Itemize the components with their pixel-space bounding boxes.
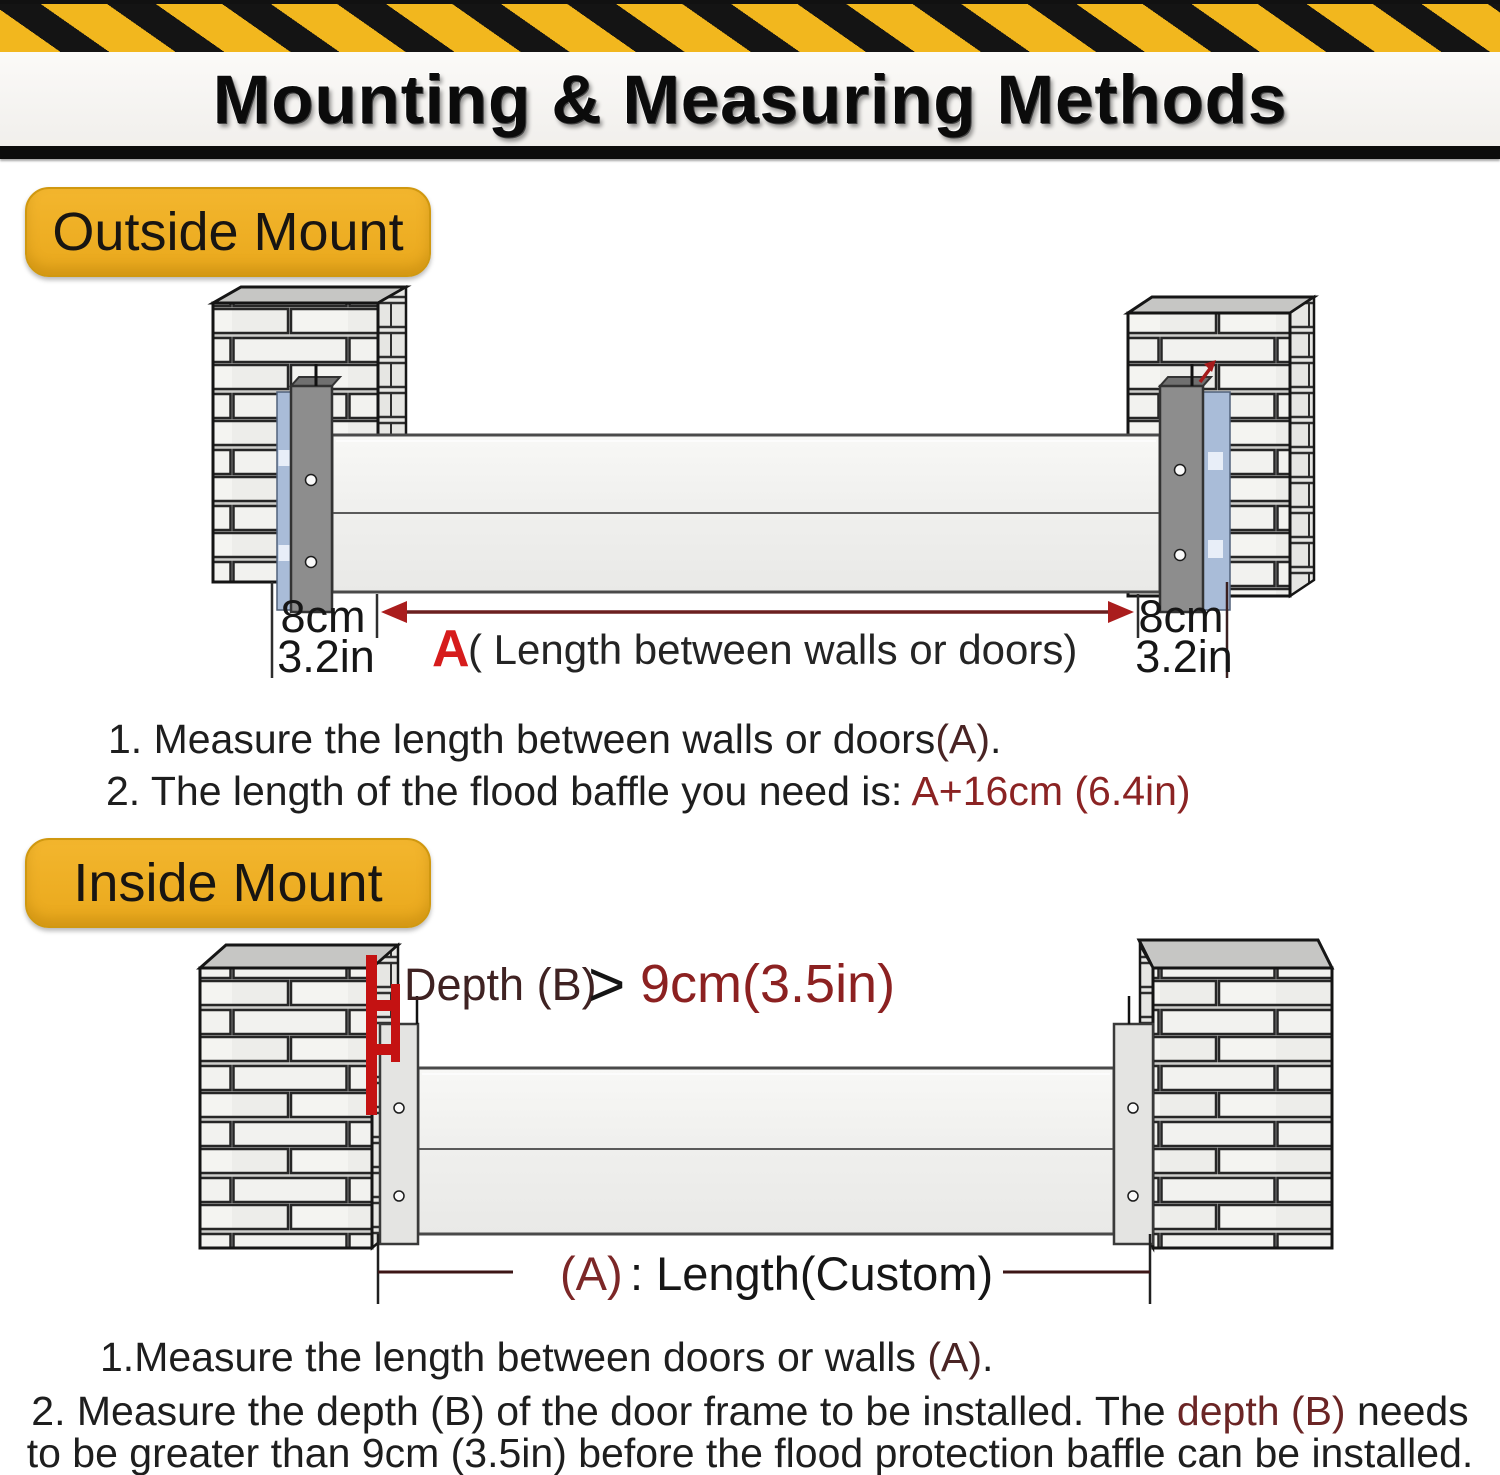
step-text: needs [1345,1388,1469,1434]
inside-right-channel [1114,996,1153,1244]
seal-strip-blue [1203,392,1230,610]
outside-left-channel [277,364,340,612]
screw-hole [306,557,317,568]
left-3-2in-label: 3.2in [277,631,375,682]
seal-highlight [1208,452,1223,470]
inside-step-1 [100,1334,993,1381]
pillar-front-face [1153,968,1332,1248]
bracket-rung [366,1000,400,1011]
inside-mount-diagram [0,920,1500,1320]
channel-bar [1114,1024,1153,1244]
depth-value: 9cm(3.5in) [640,954,896,1014]
screw-hole [1128,1191,1138,1201]
step-highlight: (A) [927,1334,982,1380]
pillar-side-face [1290,297,1314,596]
screw-hole [1175,465,1186,476]
left-8cm-label: 8cm [280,591,366,642]
seal-strip-blue [277,392,291,610]
seal-highlight [279,545,290,561]
step-text: . [989,716,1002,762]
right-3-2in-label: 3.2in [1135,631,1233,682]
seal-highlight [279,450,290,466]
page-title: Mounting & Measuring Methods [212,60,1288,138]
inside-flood-barrier [418,1068,1114,1234]
step-text: 1. Measure the length between walls or doors [108,716,936,762]
inside-step-2 [0,1390,1500,1474]
inside-step-2-line-2 [0,1432,1500,1474]
inside-mount-label [25,838,431,928]
step-highlight: A+16cm (6.4in) [911,768,1191,814]
barrier-planks [418,1068,1114,1234]
screw-hole [306,475,317,486]
channel-bar-gray [1160,386,1203,612]
outside-step-1 [108,716,1001,763]
channel-bar-gray [291,386,332,612]
outside-right-channel [1160,360,1230,612]
step-text: . [981,1334,994,1380]
step-text: 1.Measure the length between doors or walls [100,1334,928,1380]
bracket-rung [366,1044,400,1055]
outside-mount-label-text: Outside Mount [52,202,404,262]
screw-hole [1128,1103,1138,1113]
right-8cm-label: 8cm [1138,591,1224,642]
pillar-cap [1128,297,1314,313]
step-highlight: depth (B) [1176,1388,1346,1434]
screw-hole [1175,550,1186,561]
outside-mount-diagram [0,280,1500,710]
arrowhead-left [381,601,407,623]
outside-mount-label [25,187,431,277]
arrowhead-right [1108,601,1134,623]
bracket-vertical [366,955,377,1115]
length-caption: : Length(Custom) [630,1247,994,1300]
outside-flood-barrier [332,435,1160,592]
dimension-letter-a: A [432,620,470,678]
title-band [0,52,1500,146]
screw-hole [394,1103,404,1113]
step-text: to be greater than 9cm (3.5in) before the flood protection baffle can be installed. [26,1430,1474,1475]
pillar-front-face [200,968,372,1248]
step-highlight: (A) [935,716,990,762]
step-text: 2. The length of the flood baffle you need is: [106,768,912,814]
length-letter-a: (A) [560,1247,623,1300]
dimension-caption: ( Length between walls or doors) [468,626,1078,673]
screw-hole [394,1191,404,1201]
seal-highlight [1208,540,1223,558]
inside-right-pillar [1139,940,1332,1248]
outside-step-2 [106,768,1191,815]
caution-stripe-banner [0,0,1500,56]
pillar-cap [213,287,406,303]
step-text: 2. Measure the depth (B) of the door frame to be installed. The [31,1388,1177,1434]
depth-label: Depth (B) [404,959,597,1010]
pillar-cap [1139,940,1332,968]
banner-divider [0,146,1500,159]
inside-step-2-line-1 [0,1390,1500,1432]
depth-gt-sign: > [588,948,626,1020]
inside-mount-label-text: Inside Mount [73,853,383,913]
